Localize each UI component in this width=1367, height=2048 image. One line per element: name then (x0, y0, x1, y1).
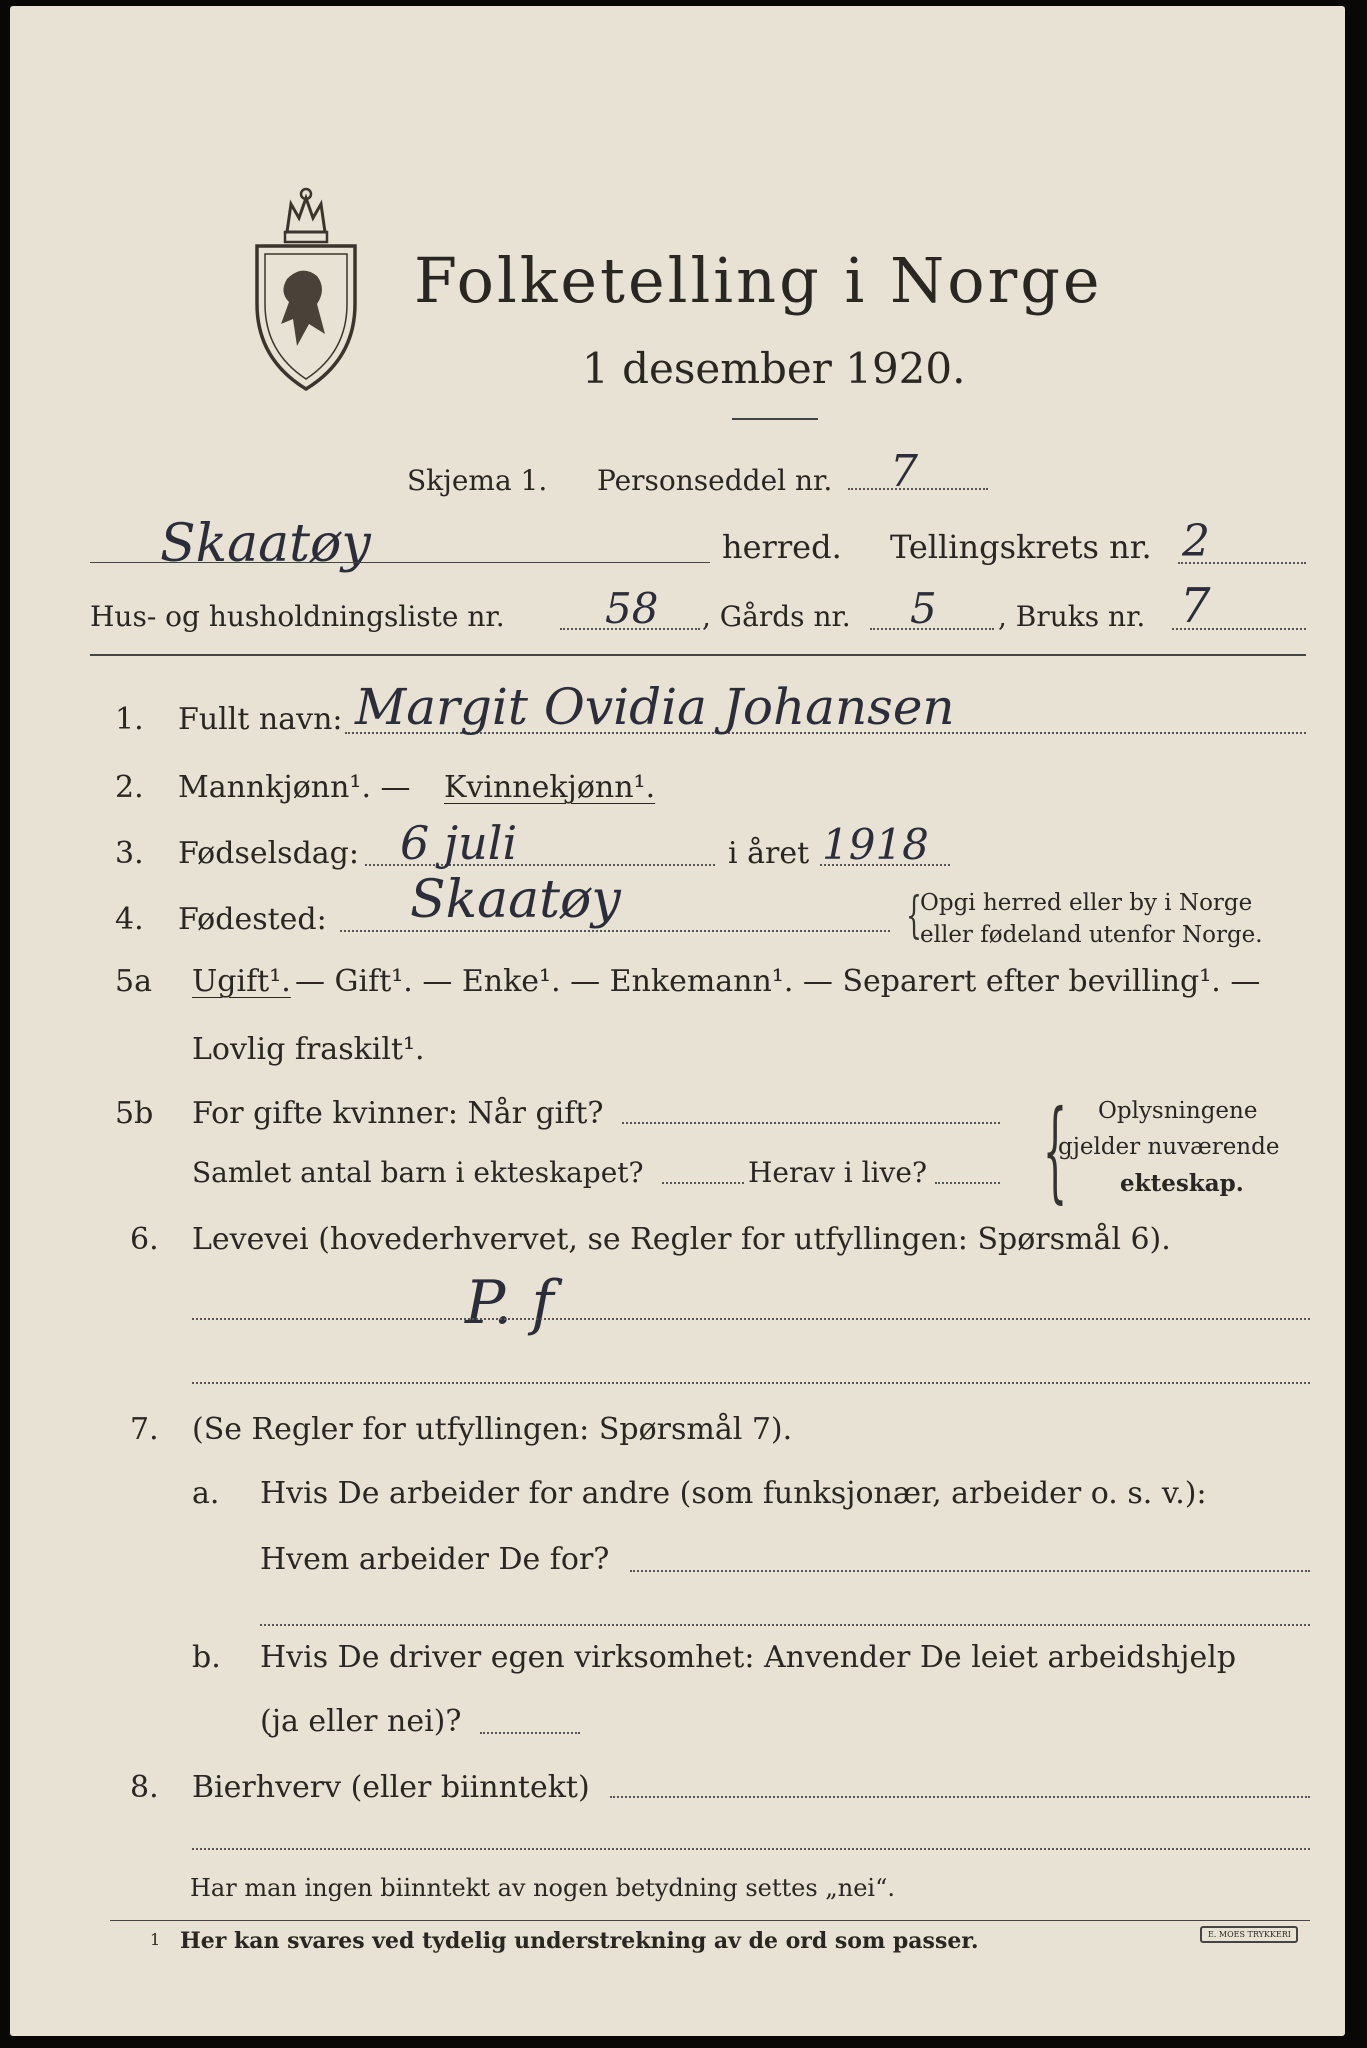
q4-label: Fødested: (178, 902, 327, 937)
married-when-line[interactable] (622, 1122, 1000, 1124)
schema-label: Skjema 1. (407, 464, 548, 497)
q7b-label: Hvis De driver egen virksomhet: Anvender De leiet arbeidshjelp (260, 1640, 1237, 1675)
marital-other-options[interactable]: — Gift¹. — Enke¹. — Enkemann¹. — Separert efter bevilling¹. — (295, 964, 1261, 999)
children-line[interactable] (662, 1182, 744, 1184)
personseddel-value[interactable]: 7 (890, 446, 918, 497)
q8-label: Bierhverv (eller biinntekt) (192, 1770, 590, 1805)
q1-label: Fullt navn: (178, 702, 343, 737)
tellingskrets-label: Tellingskrets nr. (890, 528, 1152, 566)
q4-number: 4. (115, 902, 144, 937)
birthdate-value[interactable]: 6 juli (400, 816, 518, 870)
census-form-sheet (10, 6, 1345, 2036)
form-date: 1 desember 1920. (582, 344, 966, 393)
sex-female-option[interactable]: Kvinnekjønn¹. (444, 770, 656, 805)
q4-note-line2: eller fødeland utenfor Norge. (920, 922, 1263, 948)
q6-number: 6. (130, 1222, 159, 1257)
q5a-number: 5a (115, 964, 152, 999)
title-divider (732, 418, 818, 420)
q5b-note-line3: ekteskap. (1120, 1170, 1244, 1197)
q5b-note-line1: Oplysningene (1098, 1098, 1258, 1124)
q6-line2 (192, 1382, 1310, 1384)
q8-number: 8. (130, 1770, 159, 1805)
footer-divider (110, 1920, 1310, 1921)
full-name-value[interactable]: Margit Ovidia Johansen (355, 678, 955, 736)
footnote-text: Her kan svares ved tydelig understrekning av de ord som passer. (180, 1928, 979, 1954)
q3-year-label: i året (728, 836, 810, 871)
q7a-label: Hvis De arbeider for andre (som funksjonær, arbeider o. s. v.): (260, 1476, 1207, 1511)
birthplace-value[interactable]: Skaatøy (410, 870, 621, 930)
bruks-label: , Bruks nr. (998, 600, 1146, 633)
q3-label: Fødselsdag: (178, 836, 359, 871)
q5b-children-label: Samlet antal barn i ekteskapet? (192, 1156, 644, 1189)
q5b-label: For gifte kvinner: Når gift? (192, 1096, 604, 1131)
q5b-note-line2: gjelder nuværende (1058, 1134, 1280, 1160)
q6-label: Levevei (hovederhvervet, se Regler for utfyllingen: Spørsmål 6). (192, 1222, 1171, 1257)
header-divider (90, 654, 1306, 656)
marital-divorced-option[interactable]: Lovlig fraskilt¹. (192, 1032, 425, 1067)
tellingskrets-value[interactable]: 2 (1182, 516, 1210, 567)
norwegian-coat-of-arms-icon (247, 184, 365, 394)
q6-line1 (192, 1318, 1310, 1320)
q1-number: 1. (115, 702, 144, 737)
q7b-number: b. (192, 1640, 221, 1675)
q7a-number: a. (192, 1476, 220, 1511)
q7a-employer-label: Hvem arbeider De for? (260, 1542, 610, 1577)
birth-year-value[interactable]: 1918 (822, 820, 929, 869)
side-income-line1[interactable] (610, 1796, 1310, 1798)
q2-number: 2. (115, 770, 144, 805)
q7-label: (Se Regler for utfyllingen: Spørsmål 7). (192, 1412, 793, 1447)
employer-line2[interactable] (260, 1624, 1310, 1626)
q3-number: 3. (115, 836, 144, 871)
q5b-brace: { (1042, 1086, 1068, 1214)
personseddel-label: Personseddel nr. (597, 464, 833, 497)
hired-help-line[interactable] (480, 1732, 580, 1734)
footer-note: Har man ingen biinntekt av nogen betydning settes „nei“. (190, 1874, 895, 1902)
employer-line1[interactable] (630, 1570, 1310, 1572)
husholdning-value[interactable]: 58 (605, 584, 659, 633)
marital-unmarried-option[interactable]: Ugift¹. (192, 964, 291, 999)
herred-value[interactable]: Skaatøy (160, 514, 371, 574)
q5b-number: 5b (115, 1096, 154, 1131)
gards-label: , Gårds nr. (702, 600, 851, 633)
occupation-value[interactable]: P. f (465, 1268, 554, 1338)
q7b-hired-help-label: (ja eller nei)? (260, 1704, 462, 1739)
personseddel-line (848, 488, 988, 490)
q7-number: 7. (130, 1412, 159, 1447)
form-title: Folketelling i Norge (414, 244, 1103, 317)
q5b-alive-label: Herav i live? (748, 1156, 927, 1189)
alive-line[interactable] (935, 1182, 1000, 1184)
bruks-value[interactable]: 7 (1180, 578, 1211, 634)
printer-stamp: E. MOES TRYKKERI (1200, 1926, 1298, 1943)
q4-brace: { (905, 886, 922, 944)
husholdning-label: Hus- og husholdningsliste nr. (90, 600, 505, 633)
sex-male-option[interactable]: Mannkjønn¹. — (178, 770, 411, 805)
herred-label: herred. (722, 528, 842, 566)
q4-line (340, 930, 890, 932)
side-income-line2[interactable] (192, 1848, 1310, 1850)
herred-line (90, 562, 710, 563)
footnote-number: 1 (150, 1930, 161, 1949)
q4-note-line1: Opgi herred eller by i Norge (920, 890, 1253, 916)
gards-value[interactable]: 5 (910, 584, 937, 633)
